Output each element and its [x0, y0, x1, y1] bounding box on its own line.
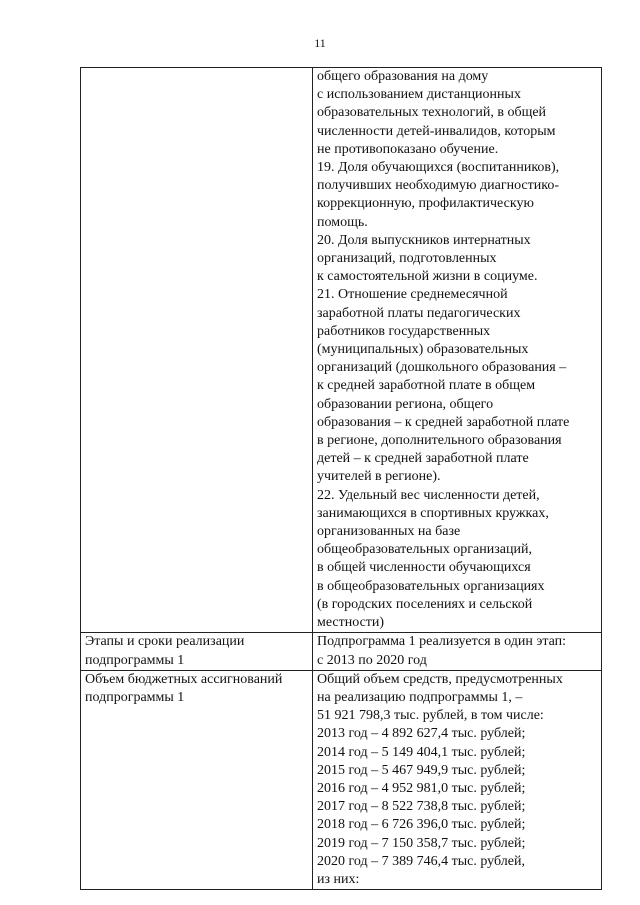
text-line: 21. Отношение среднемесячной — [317, 287, 508, 303]
text-line: Подпрограмма 1 реализуется в один этап: — [317, 634, 567, 650]
parameter-name-cell — [81, 68, 313, 633]
table-row — [81, 68, 602, 633]
text-line: 2018 год – 6 726 396,0 тыс. рублей; — [317, 817, 526, 833]
text-line: в общеобразовательных организациях — [317, 578, 545, 594]
text-line: 51 921 798,3 тыс. рублей, в том числе: — [317, 708, 544, 724]
text-line: образовании региона, общего — [317, 396, 494, 412]
text-line: работников государственных — [317, 323, 491, 339]
program-table-body — [81, 68, 602, 890]
text-line: 19. Доля обучающихся (воспитанников), — [317, 160, 560, 176]
text-line: помощь. — [317, 214, 368, 230]
text-line: в общей численности обучающихся — [317, 560, 531, 576]
text-line: не противопоказано обучение. — [317, 141, 499, 157]
table-row — [81, 633, 602, 670]
text-line: в регионе, дополнительного образования — [317, 433, 562, 449]
parameter-name-cell — [81, 670, 313, 889]
text-line: организаций, подготовленных — [317, 251, 497, 267]
text-line: занимающихся в спортивных кружках, — [317, 505, 549, 521]
text-line: 2017 год – 8 522 738,8 тыс. рублей; — [317, 799, 526, 815]
text-line: общего образования на дому — [317, 69, 489, 84]
text-line: с 2013 по 2020 год — [317, 652, 427, 668]
text-line: 20. Доля выпускников интернатных — [317, 232, 531, 248]
text-line: организованных на базе — [317, 524, 461, 540]
parameter-name-cell — [81, 633, 313, 670]
text-line: (в городских поселениях и сельской — [317, 596, 533, 612]
text-line: образовательных технологий, в общей — [317, 105, 547, 121]
text-line: на реализацию подпрограммы 1, – — [317, 689, 523, 705]
text-line: 2020 год – 7 389 746,4 тыс. рублей, — [317, 853, 525, 869]
text-line: 2013 год – 4 892 627,4 тыс. рублей; — [317, 726, 526, 742]
text-line: образования – к средней заработной плате — [317, 414, 570, 430]
text-line: к средней заработной плате в общем — [317, 378, 536, 394]
parameter-value-cell — [313, 670, 602, 889]
text-line: с использованием дистанционных — [317, 87, 521, 103]
text-line: организаций (дошкольного образования – — [317, 360, 567, 376]
text-line: Общий объем средств, предусмотренных — [317, 671, 563, 687]
text-line: 22. Удельный вес численности детей, — [317, 487, 540, 503]
text-line: подпрограммы 1 — [85, 689, 185, 705]
text-line: заработной платы педагогических — [317, 305, 521, 321]
text-line: 2014 год – 5 149 404,1 тыс. рублей; — [317, 744, 526, 760]
text-line: Этапы и сроки реализации — [85, 634, 245, 650]
text-line: (муниципальных) образовательных — [317, 342, 529, 358]
text-line: численности детей-инвалидов, которым — [317, 123, 556, 139]
parameter-value-cell — [313, 633, 602, 670]
text-line: подпрограммы 1 — [85, 652, 185, 668]
page-number: 11 — [314, 36, 326, 50]
text-line: учителей в регионе). — [317, 469, 441, 485]
program-table — [80, 67, 602, 890]
text-line: к самостоятельной жизни в социуме. — [317, 269, 538, 285]
text-line: из них: — [317, 871, 360, 887]
table-row — [81, 670, 602, 889]
parameter-value-cell — [313, 68, 602, 633]
text-line: 2019 год – 7 150 358,7 тыс. рублей; — [317, 835, 526, 851]
text-line: местности) — [317, 615, 385, 631]
text-line: получивших необходимую диагностико- — [317, 178, 559, 194]
text-line: детей – к средней заработной плате — [317, 451, 529, 467]
text-line: общеобразовательных организаций, — [317, 542, 532, 558]
text-line: коррекционную, профилактическую — [317, 196, 534, 212]
text-line: 2016 год – 4 952 981,0 тыс. рублей; — [317, 780, 526, 796]
text-line: 2015 год – 5 467 949,9 тыс. рублей; — [317, 762, 526, 778]
text-line: Объем бюджетных ассигнований — [85, 671, 283, 687]
